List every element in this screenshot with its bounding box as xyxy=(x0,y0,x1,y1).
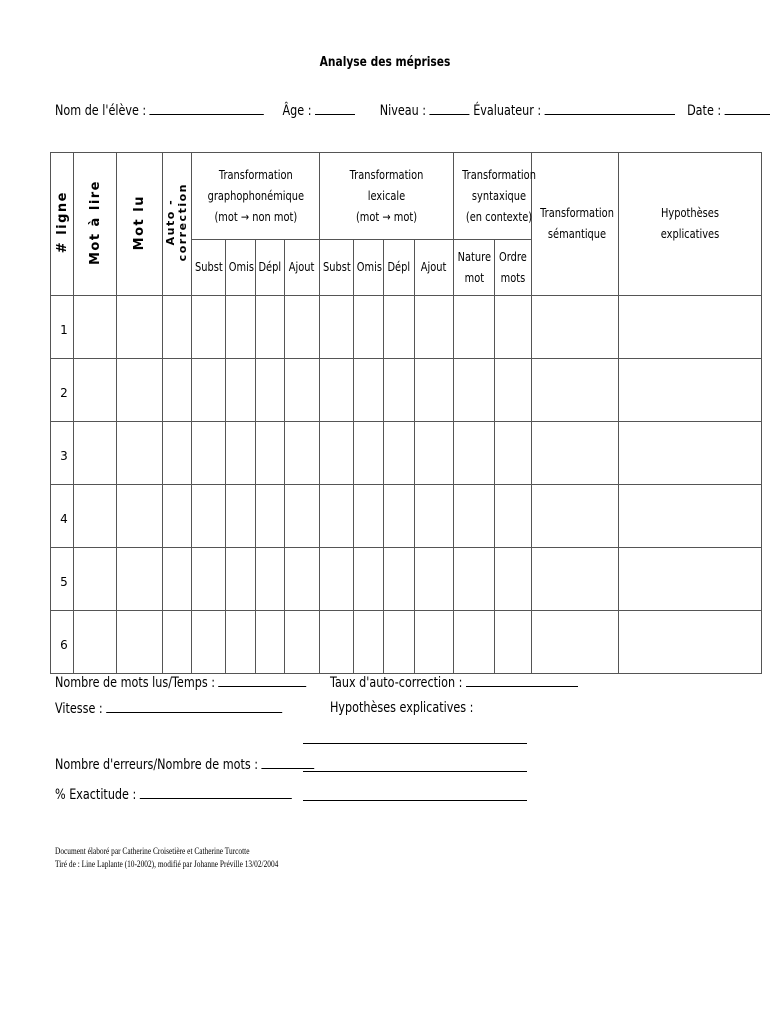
table-cell[interactable] xyxy=(415,548,454,611)
table-cell[interactable] xyxy=(619,548,762,611)
evaluator-field[interactable] xyxy=(545,102,675,115)
table-cell[interactable] xyxy=(74,296,117,359)
table-cell[interactable] xyxy=(256,296,285,359)
page-title: Analyse des méprises xyxy=(319,55,451,70)
table-cell[interactable] xyxy=(74,422,117,485)
table-cell[interactable] xyxy=(384,548,415,611)
table-cell[interactable] xyxy=(163,296,192,359)
table-cell[interactable] xyxy=(226,422,256,485)
table-cell[interactable] xyxy=(619,611,762,674)
table-cell[interactable] xyxy=(256,359,285,422)
header-word-to-read: Mot à lire xyxy=(74,153,117,296)
table-cell[interactable] xyxy=(384,359,415,422)
table-cell[interactable] xyxy=(320,485,354,548)
table-cell[interactable] xyxy=(354,422,384,485)
table-row xyxy=(51,296,762,359)
table-cell[interactable] xyxy=(192,296,226,359)
table-cell[interactable] xyxy=(192,548,226,611)
level-label: Niveau : xyxy=(379,103,427,119)
header-fields xyxy=(55,102,770,119)
row-number: 2 xyxy=(51,359,74,422)
hypotheses-line-3[interactable] xyxy=(303,800,527,801)
table-row xyxy=(51,359,762,422)
header-word-read: Mot lu xyxy=(117,153,163,296)
table-cell[interactable] xyxy=(454,296,495,359)
summary-hypotheses xyxy=(330,700,473,716)
table-cell[interactable] xyxy=(354,359,384,422)
table-cell[interactable] xyxy=(384,611,415,674)
table-cell[interactable] xyxy=(226,296,256,359)
table-cell[interactable] xyxy=(117,296,163,359)
hypotheses-line-2[interactable] xyxy=(303,771,527,772)
age-field[interactable] xyxy=(315,102,355,115)
speed-field[interactable] xyxy=(106,700,282,713)
sub-grapho-subst: Subst xyxy=(192,240,226,296)
table-cell[interactable] xyxy=(256,611,285,674)
sub-lex-ajout: Ajout xyxy=(415,240,454,296)
table-cell[interactable] xyxy=(354,611,384,674)
table-cell[interactable] xyxy=(532,359,619,422)
header-syntactic: Transformation syntaxique (en contexte) xyxy=(454,153,532,240)
row-number: 4 xyxy=(51,485,74,548)
table-cell[interactable] xyxy=(320,296,354,359)
summary-self-correction-rate xyxy=(330,674,578,691)
table-cell[interactable] xyxy=(285,548,320,611)
level-field[interactable] xyxy=(430,102,470,115)
header-graphophonemic: Transformation graphophonémique (mot → non mot) xyxy=(192,153,320,240)
table-cell[interactable] xyxy=(619,359,762,422)
sub-lex-depl: Dépl xyxy=(384,240,415,296)
table-cell[interactable] xyxy=(74,485,117,548)
table-cell[interactable] xyxy=(117,611,163,674)
table-cell[interactable] xyxy=(320,359,354,422)
table-cell[interactable] xyxy=(495,359,532,422)
table-cell[interactable] xyxy=(285,359,320,422)
date-label: Date : xyxy=(687,103,722,119)
summary-errors xyxy=(55,756,314,773)
table-cell[interactable] xyxy=(454,611,495,674)
table-cell[interactable] xyxy=(74,548,117,611)
table-cell[interactable] xyxy=(320,422,354,485)
age-label: Âge : xyxy=(282,103,312,119)
row-number: 5 xyxy=(51,548,74,611)
accuracy-label: % Exactitude : xyxy=(55,787,137,803)
table-cell[interactable] xyxy=(532,485,619,548)
table-cell[interactable] xyxy=(285,422,320,485)
table-cell[interactable] xyxy=(495,296,532,359)
table-cell[interactable] xyxy=(354,485,384,548)
speed-label: Vitesse : xyxy=(55,701,103,717)
table-cell[interactable] xyxy=(454,422,495,485)
table-header-row-1 xyxy=(51,153,762,240)
table-cell[interactable] xyxy=(384,422,415,485)
table-row xyxy=(51,611,762,674)
table-row xyxy=(51,548,762,611)
sub-lex-subst: Subst xyxy=(320,240,354,296)
table-cell[interactable] xyxy=(495,611,532,674)
table-cell[interactable] xyxy=(495,485,532,548)
evaluator-label: Évaluateur : xyxy=(473,103,542,119)
table-cell[interactable] xyxy=(454,485,495,548)
row-number: 1 xyxy=(51,296,74,359)
sub-syntax-ordre: Ordre mots xyxy=(495,240,532,296)
table-cell[interactable] xyxy=(454,359,495,422)
table-cell[interactable] xyxy=(354,296,384,359)
table-cell[interactable] xyxy=(117,359,163,422)
table-cell[interactable] xyxy=(320,548,354,611)
footer-credit-1: Document élaboré par Catherine Croisetière et Catherine Turcotte xyxy=(55,846,250,856)
words-time-label: Nombre de mots lus/Temps : xyxy=(55,675,216,691)
table-cell[interactable] xyxy=(415,422,454,485)
summary-speed xyxy=(55,700,282,717)
table-cell[interactable] xyxy=(415,611,454,674)
table-cell[interactable] xyxy=(354,548,384,611)
table-cell[interactable] xyxy=(415,296,454,359)
table-body xyxy=(51,296,762,674)
words-time-field[interactable] xyxy=(219,674,307,687)
summary-accuracy xyxy=(55,786,292,803)
table-cell[interactable] xyxy=(226,611,256,674)
table-cell[interactable] xyxy=(320,611,354,674)
date-field[interactable] xyxy=(725,102,770,115)
table-cell[interactable] xyxy=(163,611,192,674)
table-cell[interactable] xyxy=(415,359,454,422)
table-cell[interactable] xyxy=(619,296,762,359)
table-row xyxy=(51,485,762,548)
table-cell[interactable] xyxy=(117,485,163,548)
table-cell[interactable] xyxy=(532,422,619,485)
self-correction-rate-field[interactable] xyxy=(466,674,578,687)
sub-lex-omis: Omis xyxy=(354,240,384,296)
student-name-field[interactable] xyxy=(150,102,264,115)
hypotheses-label: Hypothèses explicatives : xyxy=(330,700,474,716)
accuracy-field[interactable] xyxy=(140,786,292,799)
table-cell[interactable] xyxy=(532,296,619,359)
table-cell[interactable] xyxy=(163,485,192,548)
table-row xyxy=(51,422,762,485)
hypotheses-line-1[interactable] xyxy=(303,743,527,744)
table-cell[interactable] xyxy=(163,548,192,611)
table-cell[interactable] xyxy=(163,422,192,485)
summary-words-time xyxy=(55,674,307,691)
table-cell[interactable] xyxy=(192,485,226,548)
student-name-label: Nom de l'élève : xyxy=(55,103,147,119)
table-cell[interactable] xyxy=(192,422,226,485)
errors-field[interactable] xyxy=(262,756,315,769)
row-number: 6 xyxy=(51,611,74,674)
table-cell[interactable] xyxy=(285,296,320,359)
sub-syntax-nature: Nature mot xyxy=(454,240,495,296)
sub-grapho-depl: Dépl xyxy=(256,240,285,296)
table-cell[interactable] xyxy=(256,422,285,485)
table-cell[interactable] xyxy=(384,296,415,359)
row-number: 3 xyxy=(51,422,74,485)
table-cell[interactable] xyxy=(415,485,454,548)
table-cell[interactable] xyxy=(384,485,415,548)
header-lexical: Transformation lexicale (mot → mot) xyxy=(320,153,454,240)
table-cell[interactable] xyxy=(192,611,226,674)
table-cell[interactable] xyxy=(495,548,532,611)
table-cell[interactable] xyxy=(495,422,532,485)
table-cell[interactable] xyxy=(285,485,320,548)
table-cell[interactable] xyxy=(117,548,163,611)
table-cell[interactable] xyxy=(285,611,320,674)
errors-label: Nombre d'erreurs/Nombre de mots : xyxy=(55,757,259,773)
table-cell[interactable] xyxy=(619,422,762,485)
table-cell[interactable] xyxy=(256,485,285,548)
header-hypotheses: Hypothèses explicatives xyxy=(619,153,762,296)
table-cell[interactable] xyxy=(74,611,117,674)
self-correction-rate-label: Taux d'auto-correction : xyxy=(330,675,463,691)
table-cell[interactable] xyxy=(532,611,619,674)
table-cell[interactable] xyxy=(192,359,226,422)
sub-grapho-ajout: Ajout xyxy=(285,240,320,296)
table-cell[interactable] xyxy=(454,548,495,611)
table-cell[interactable] xyxy=(226,548,256,611)
errors-table xyxy=(50,152,762,674)
footer-credit-2: Tiré de : Line Laplante (10-2002), modifié par Johanne Préville 13/02/2004 xyxy=(55,859,279,869)
header-line-number: # ligne xyxy=(51,153,74,296)
table-cell[interactable] xyxy=(226,359,256,422)
header-self-correction: Auto - correction xyxy=(163,153,192,296)
header-semantic: Transformation sémantique xyxy=(532,153,619,296)
table-cell[interactable] xyxy=(256,548,285,611)
sub-grapho-omis: Omis xyxy=(226,240,256,296)
table-cell[interactable] xyxy=(163,359,192,422)
table-cell[interactable] xyxy=(74,359,117,422)
table-cell[interactable] xyxy=(619,485,762,548)
table-cell[interactable] xyxy=(117,422,163,485)
table-cell[interactable] xyxy=(226,485,256,548)
table-cell[interactable] xyxy=(532,548,619,611)
